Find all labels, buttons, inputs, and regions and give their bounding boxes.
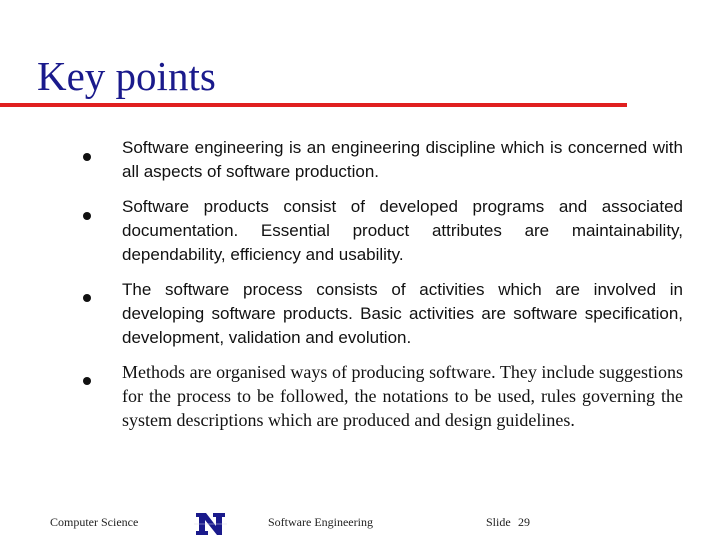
footer-slide-label: Slide [486,515,511,529]
slide-title: Key points [37,53,216,99]
bullet-text: Software products consist of developed programs and associated documentation. Essential product attributes are maintainability, dependability, efficiency and usability. [122,197,683,264]
bullet-dot-icon [83,294,91,302]
footer-left: Computer Science [50,515,139,529]
bullet-dot-icon [83,212,91,220]
bullet-text: Software engineering is an engineering discipline which is concerned with all aspects of software production. [122,138,683,181]
title-underline [0,103,627,107]
bullet-text: The software process consists of activities which are involved in developing software products. Basic activities are software specification, development, validation and evolution. [122,280,683,347]
bullet-dot-icon [83,153,91,161]
n-logo-icon [193,511,228,537]
footer-center: Software Engineering [268,515,373,529]
university-logo [193,511,228,537]
footer-slide-number: 29 [518,515,530,529]
bullet-dot-icon [83,377,91,385]
bullet-text: Methods are organised ways of producing software. They include suggestions for the process to be followed, the notations to be used, rules governing the system descriptions which are produced and design guidelines. [122,362,683,430]
